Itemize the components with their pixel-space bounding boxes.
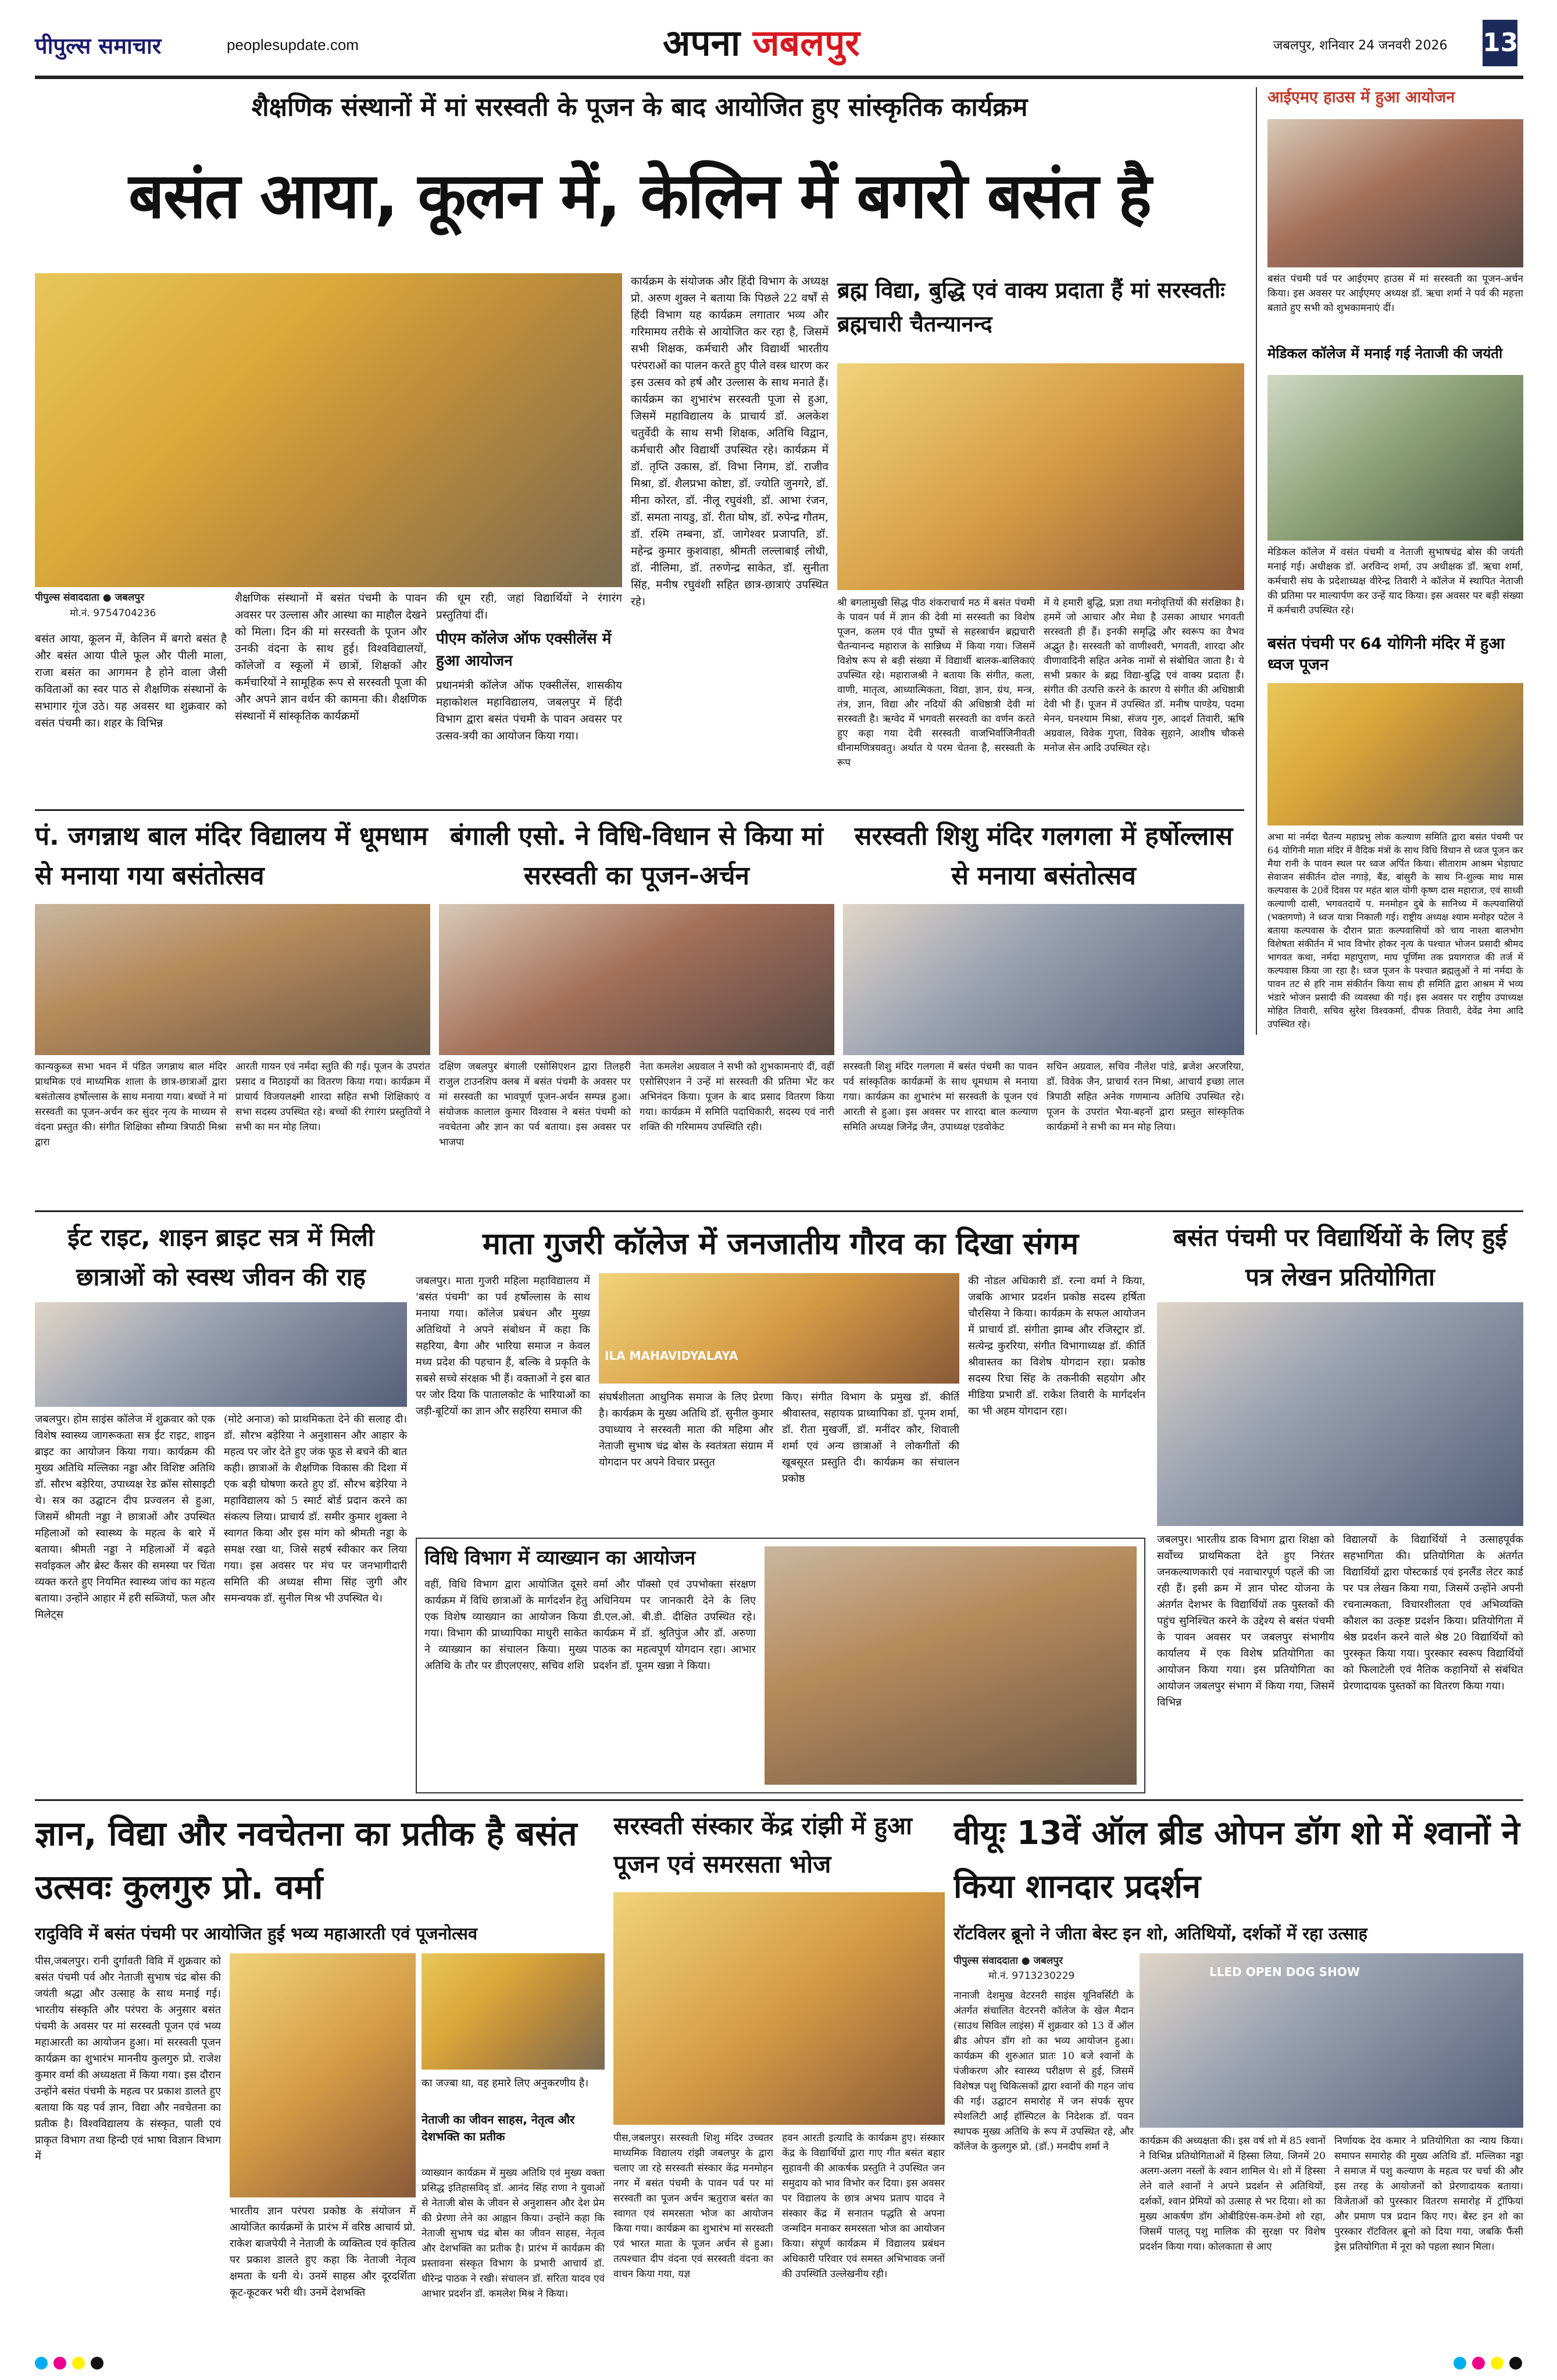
row3-headline-1: ईट राइट, शाइन ब्राइट सत्र में मिली छात्राओं को स्वस्थ जीवन की राह [67,1223,374,1291]
row4-headline-3: वीयूः 13वें ऑल ब्रीड ओपन डॉग शो में श्वानों ने किया शानदार प्रदर्शन [954,1814,1520,1906]
row3-text-4a: वहीं, विधि विभाग द्वारा आयोजित दूसरे कार्यक्रम में विधि छात्राओं के मार्गदर्शन हेतु एक विशेष व्याख्यान का आयोजन किया गया। विभाग की प्राध्यापिका माधुरी साकेत ने व्याख्यान का संचालन किया। मुख्य अतिथि के तौर पर डीएलएसए, सचिव शशि [424,1578,587,1672]
row2-text-2a: दक्षिण जबलपुर बंगाली एसोसिएशन द्वारा तिलहरी राजुल टाउनशिप क्लब में बसंत पंचमी के अवसर पर मां सरस्वती का भावपूर्ण पूजन-अर्चन सम्पन्न हुआ। संयोजक कालाल कुमार विश्वास ने बसंत पंचमी को नवचेतना और ज्ञान का पर्व बताया। इस अवसर पर भाजपा [439,1061,631,1148]
row4-photo-2 [613,1892,945,2125]
row4-rule [35,1799,1523,1801]
lead-photo [35,273,622,587]
row3-photo-4 [765,1546,1137,1785]
row4-photo-3 [1140,1953,1523,2128]
side-photo-yogini [1267,683,1523,826]
row4-text-1c: का जज्बा था, वह हमारे लिए अनुकरणीय है। [422,2077,589,2089]
brahma-col1: श्री बगलामुखी सिद्ध पीठ शंकराचार्य मठ में बसंत पंचमी के पावन पर्व में ज्ञान की देवी मां सरस्वती का विशेष पूजन, कलम एवं पीत पुष्पों से सहस्त्रार्चन ब्रह्मचारी चैतन्यानन्द महाराज के सान्निध्य में किया गया। जिसमें विशेष रूप से बड़ी संख्या में विद्यार्थी बालक-बालिकाएं उपस्थित रहे। महाराजश्री ने बताया कि संगीत, कला, वाणी, मातृत्व, आध्यात्मिकता, विद्या, ज्ञान, ग्रंथ, मन्त्र, तंत्र, ज्ञान, विद्या और नदियों की अधिष्ठात्री देवी मां सरस्वती है। ऋग्वेद में भगवती सरस्वती का वर्णन करते हुए कहा गया देवी सरस्वती वाजभिर्वाजिनीवती धीनामणित्रयवतु। अर्थात ये परम चेतना है, सरस्वती के रूप [837,597,1035,769]
swatch-cyan [35,2357,48,2370]
lead-col3a: की धूम रही, जहां विद्यार्थियों ने रंगारंग प्रस्तुतियां दीं। [436,592,622,621]
row4-photo-1b [422,1953,605,2070]
swatch-black [91,2357,103,2370]
section-title [663,17,860,66]
row2-text-1b: आरती गायन एवं नर्मदा स्तुति की गई। पूजन के उपरांत प्रसाद व मिठाइयों का वितरण किया गया। कार्यक्रम में प्राचार्य विजयलक्ष्मी शारदा सहित सभी शिक्षिकाएं व सभा सदस्य उपस्थित रहे। बच्चों की रंगारंग प्रस्तुतियों ने सभी का मन मोह लिया। [235,1061,430,1133]
swatch-cyan-right [1454,2357,1466,2370]
lead-col2: शैक्षणिक संस्थानों में बसंत पंचमी के पावन अवसर पर उल्लास और आस्था का माहौल देखने को मिला। दिन की मां सरस्वती के पूजन और उनकी वंदना के साथ हुई। विश्वविद्यालयों, कॉलेजों व स्कूलों में छात्रों, शिक्षकों और कर्मचारियों ने सामूहिक रूप से सरस्वती पूजा की और अपने ज्ञान वर्धन की कामना की। शैक्षणिक संस्थानों में सांस्कृतिक कार्यक्रमों [235,592,427,723]
lead-mobile: मो.नं. 9754704236 [70,607,156,619]
side-photo-medical [1267,375,1523,541]
row2-headline-2: बंगाली एसो. ने विधि-विधान से किया मां सरस्वती का पूजन-अर्चन [450,821,823,891]
brand-logo [35,30,161,60]
page-number: 13 [1483,20,1517,66]
row3-text-1b: (मोटे अनाज) को प्राथमिकता देने की सलाह दी। डॉ. सौरभ बड़ेरिया ने अनुशासन और आहार के महत्व पर जोर देते हुए जंक फूड से बचने की बात कही। छात्राओं के शैक्षणिक विकास की दिशा में एक बड़ी घोषणा करते हुए डॉ. सौरभ बड़ेरिया ने महाविद्यालय को 5 स्मार्ट बोर्ड प्रदान करने का संकल्प लिया। प्राचार्य डॉ. समीर कुमार शुक्ला ने स्वागत किया और इस मांग को श्रीमती नड्डा के समक्ष रखा था, जिसे सहर्ष स्वीकार कर लिया गया। इस अवसर पर मंच पर जनभागीदारी समिति की अध्यक्ष सीमा सिंह जुगी और समन्वयक डॉ. सुनील मिश्र भी उपस्थित थे। [224,1413,407,1604]
row3-rule [35,1210,1523,1212]
lead-kicker: शैक्षणिक संस्थानों में मां सरस्वती के पूजन के बाद आयोजित हुए सांस्कृतिक कार्यक्रम [251,92,1028,122]
row4-subhead-1: रादुविवि में बसंत पंचमी पर आयोजित हुई भव्य महाआरती एवं पूजनोत्सव [35,1924,477,1943]
row2-text-3a: सरस्वती शिशु मंदिर गलगला में बसंत पंचमी का पावन पर्व सांस्कृतिक कार्यक्रमों के साथ धूमधाम से मनाया गया। कार्यक्रम का शुभारंभ मां सरस्वती के पूजन एवं आरती से हुआ। इस अवसर पर शारदा बाल कल्याण समिति अध्यक्ष जिनेंद्र जैन, उपाध्यक्ष एडवोकेट [843,1061,1038,1133]
row4-text-1c-head: नेताजी का जीवन साहस, नेतृत्व और देशभक्ति का प्रतीक [422,2113,575,2143]
row4-headline-1: ज्ञान, विद्या और नवचेतना का प्रतीक है बसंत उत्सवः कुलगुरु प्रो. वर्मा [35,1814,577,1907]
lead-col4: कार्यक्रम के संयोजक और हिंदी विभाग के अध्यक्ष प्रो. अरुण शुक्ल ने बताया कि पिछले 22 वर्षों से हिंदी विभाग यह कार्यक्रम लगातार भव्य और गरिमामय तरीके से आयोजित कर रहा है, जिसमें सभी शिक्षक, कर्मचारी और विद्यार्थी भारतीय परंपराओं का पालन करते हुए पीले वस्त्र धारण कर इस उत्सव को हर्ष और उल्लास के साथ मनाते हैं। कार्यक्रम का शुभारंभ सरस्वती पूजा से हुआ, जिसमें महाविद्यालय के प्राचार्य डॉ. अलकेश चतुर्वेदी के साथ सभी शिक्षक, अतिथि विद्वान, कर्मचारी और विद्यार्थी उपस्थित रहे। कार्यक्रम में डॉ. तृप्ति उकास, डॉ. विभा निगम, डॉ. राजीव मिश्रा, डॉ. शैलप्रभा कोष्टा, डॉ. ज्योति जुनगरे, डॉ. मीना कोरत, डॉ. नीलू रघुवंशी, डॉ. आभा रंजन, डॉ. समता नायडु, डॉ. रीता घोष, डॉ. रुपेन्द्र गौतम, डॉ. रश्मि तम्बना, डॉ. जागेश्वर प्रजापति, डॉ. महेन्द्र कुमार कुशवाहा, श्रीमती लल्लाबाई लोधी, डॉ. नीलिमा, डॉ. तरुणेन्द्र साकेत, डॉ. सुनीता सिंह, मनीष रघुवंशी सहित छात्र-छात्राएं उपस्थित रहे। [631,275,829,608]
side-head-yogini: बसंत पंचमी पर 64 योगिनी मंदिर में हुआ ध्वज पूजन [1267,635,1505,674]
lead-headline: बसंत आया, कूलन में, केलिन में बगरो बसंत है [128,160,1151,233]
row2-headline-1: पं. जगन्नाथ बाल मंदिर विद्यालय में धूमधाम से मनाया गया बसंतोत्सव [35,821,428,891]
side-photo-ima [1267,119,1523,267]
row4-text-1a: पीस,जबलपुर। रानी दुर्गावती विवि में शुक्रवार को बसंत पंचमी पर्व और नेताजी सुभाष चंद्र बोस की जयंती श्रद्धा और उत्साह के साथ मनाई गई। भारतीय संस्कृति और परंपरा के अनुसार बसंत पंचमी के अवसर पर मां सरस्वती पूजन एवं भव्य महाआरती का आयोजन हुआ। मां सरस्वती पूजन कार्यक्रम का शुभारंभ माननीय कुलगुरु प्रो. राजेश कुमार वर्मा की अध्यक्षता में किया गया। इस दौरान उन्होंने बसंत पंचमी के महत्व पर प्रकाश डालते हुए बताया कि यह पर्व ज्ञान, विद्या और नवचेतना का प्रतीक है। विश्वविद्यालय के संस्कृत, पाली एवं प्राकृत विभाग तथा हिन्दी एवं भाषा विज्ञान विभाग में [35,1955,221,2163]
row3-headline-2: माता गुजरी कॉलेज में जनजातीय गौरव का दिखा संगम [482,1227,1079,1262]
lead-col3b: प्रधानमंत्री कॉलेज ऑफ एक्सीलेंस, शासकीय महाकोशल महाविद्यालय, जबलपुर में हिंदी विभाग द्वारा बसंत पंचमी के पावन अवसर पर उत्सव-त्रयी का आयोजन किया गया। [436,679,622,742]
row4-photo-1 [230,1953,416,2197]
row3-text-3a: जबलपुर। भारतीय डाक विभाग द्वारा शिक्षा को सर्वोच्च प्राथमिकता देते हुए निरंतर जनकल्याणकारी एवं नवाचारपूर्ण पहलें की जा रही हैं। इसी क्रम में ज्ञान पोस्ट योजना के अंतर्गत देशभर के विद्यार्थियों तक पुस्तकों की पहुंच सुनिश्चित करने के उद्देश्य से बसंत पंचमी के पावन अवसर पर जबलपुर संभागीय कार्यालय में एक विशेष प्रतियोगिता का आयोजन किया गया। इस प्रतियोगिता का आयोजन जबलपुर संभाग में किया गया, जिसमें विभिन्न [1157,1534,1334,1709]
row3-headline-4: विधि विभाग में व्याख्यान का आयोजन [424,1546,696,1570]
side-text-medical: मेडिकल कॉलेज में वसंत पंचमी व नेताजी सुभाषचंद्र बोस की जयंती मनाई गई। अधीक्षक डॉ. अरविन्द शर्मा, उप अधीक्षक डॉ. ऋचा शर्मा, कर्मचारी संघ के प्रदेशाध्यक्ष वीरेन्द्र तिवारी ने कॉलेज में स्थापित नेताजी की प्रतिमा पर माल्यार्पण कर उन्हें याद किया। इस अवसर पर बड़ी संख्या में कर्मचारी उपस्थित रहे। [1267,546,1523,616]
row4-text-1b: भारतीय ज्ञान परंपरा प्रकोष्ठ के संयोजन में आयोजित कार्यक्रमों के प्रारंभ में वरिष्ठ आचार्य प्रो. राकेश बाजपेयी ने नेताजी के व्यक्तित्व एवं कृतित्व पर प्रकाश डालते हुए कहा कि नेताजी नेतृत्व क्षमता के धनी थे। उनमें साहस और दूरदर्शिता कूट-कूटकर भरी थी। उनमें देशभक्ति [230,2205,416,2299]
row3-text-2d: की नोडल अधिकारी डॉ. रत्ना वर्मा ने किया, जबकि आभार प्रदर्शन प्रकोष्ठ सदस्य हर्षिता चौरसिया ने किया। कार्यक्रम के सफल आयोजन में प्राचार्य डॉ. संगीता झाम्ब और रजिस्ट्रार डॉ. सत्येन्द्र कुररिया, संगीत विभागाध्यक्ष डॉ. कीर्ति श्रीवास्तव का विशेष योगदान रहा। प्रकोष्ठ सदस्य रिचा सिंह के तकनीकी सहयोग और मीडिया प्रभारी डॉ. राकेश तिवारी के मार्गदर्शन का भी अहम योगदान रहा। [968,1275,1145,1417]
brahma-headline: ब्रह्म विद्या, बुद्धि एवं वाक्य प्रदाता हैं मां सरस्वतीः ब्रह्मचारी चैतन्यानन्द [837,277,1225,337]
swatch-yellow-right [1491,2357,1504,2370]
swatch-yellow [72,2357,85,2370]
row3-text-3b: विद्यालयों के विद्यार्थियों ने उत्साहपूर्वक सहभागिता की। प्रतियोगिता के अंतर्गत विद्यार्थियों द्वारा पोस्टकार्ड एवं इनलैंड लेटर कार्ड पर पत्र लेखन किया गया, जिसमें उन्होंने अपनी रचनात्मकता, विचारशीलता एवं अभिव्यक्ति कौशल का उत्कृष्ट प्रदर्शन किया। प्रतियोगिता में श्रेष्ठ प्रदर्शन करने वाले श्रेष्ठ 20 विद्यार्थियों को पुरस्कृत किया गया। पुरस्कार स्वरूप विद्यार्थियों को फिलाटेली एवं नैतिक कहानियों से संबंधित प्रेरणादायक पुस्तकों का वितरण किया गया। [1343,1534,1523,1692]
brahma-col2: में ये हमारी बुद्धि, प्रज्ञा तथा मनोवृत्तियों की संरक्षिका है। हममें जो आचार और मेधा है उसका आधार भगवती सरस्वती ही हैं। इनकी समृद्धि और स्वरूप का वैभव अद्भुत है। सरस्वती को वाणीश्वरी, भगवती, शारदा और वीणावादिनी सहित अनेक नामों से संबोधित जाता है। ये सभी प्रकार के ब्रह्म विद्या-बुद्धि एवं वाक्य प्रदाता हैं। संगीत की उत्पत्ति करने के कारण ये संगीत की अधिष्ठात्री देवी भी हैं। पूजन में उपस्थित डॉ. मनीष पाण्डेय, पदमा मेनन, घनश्याम मिश्रा, संजय गुरु, आदर्श तिवारी, ऋषि अग्रवाल, विवेक गुप्ता, विवेक सुहाने, आशीष चौकसे मनोज सेन आदि उपस्थित रहे। [1044,597,1244,754]
lead-col1: बसंत आया, कूलन में, केलिन में बगरो बसंत है और बसंत आया पीले फूल और पीली माला, राजा बसंत का आगमन है होने वाला जैसी कविताओं का स्वर पाठ से शैक्षणिक संस्थानों के सभागार गूंज उठे। यह अवसर था शुक्रवार को वसंत पंचमी का। शहर के विभिन्न [35,632,227,730]
row2-photo-2 [439,904,834,1055]
row2-photo-3 [843,904,1244,1055]
side-column-divider [1256,87,1257,1035]
swatch-magenta [53,2357,66,2370]
date-line: जबलपुर, शनिवार 24 जनवरी 2026 [1273,38,1448,53]
row4-subhead-3: रॉटविलर ब्रूनो ने जीता बेस्ट इन शो, अतिथियों, दर्शकों में रहा उत्साह [954,1924,1367,1943]
brand-name: पीपुल्स समाचार [35,33,162,59]
brahma-photo [837,363,1244,590]
row4-text-3a: नानाजी देशमुख वेटरनरी साइंस यूनिवर्सिटी के अंतर्गत संचालित वेटरनरी कॉलेज के खेल मैदान (साउथ सिविल लाइंस) में शुक्रवार को 13 वें ऑल ब्रीड ओपन डॉग शो का भव्य आयोजन हुआ। कार्यक्रम की शुरुआत प्रातः 10 बजे श्वानों के पंजीकरण और स्वास्थ्य परीक्षण से हुई, जिसमें विशेषज्ञ पशु चिकित्सकों द्वारा श्वानों की गहन जांच की गई। उद्घाटन समारोह में जन संपर्क सुपर स्पेशलिटी आईं हॉस्पिटल के निदेशक डॉ. पवन स्थापक मुख्य अतिथि के रूप में उपस्थित रहे, और कॉलेज के कुलगुरु प्रो. (डॉ.) मनदीप शर्मा ने [954,1990,1134,2153]
row3-photo-2 [599,1273,959,1384]
side-text-ima: बसंत पंचमी पर्व पर आईएमए हाउस में मां सरस्वती का पूजन-अर्चन किया। इस अवसर पर आईएमए अध्यक्ष डॉ. ऋचा शर्मा ने पर्व की महत्ता बताते हुए सभी को शुभकामनाएं दीं। [1267,273,1523,314]
row3-text-4b: वर्मा और पॉक्सो एवं उपभोक्ता संरक्षण अधिनियम पर जानकारी देने के लिए डी.एल.ओ. बी.डी. दीक्षित उपस्थित रहे। कार्यक्रम में डॉ. श्रुतिपुंज और डॉ. अरुणा पाठक का महत्वपूर्ण योगदान रहा। आभार प्रदर्शन डॉ. पूनम खन्ना ने किया। [593,1578,756,1672]
row3-text-1a: जबलपुर। होम साइंस कॉलेज में शुक्रवार को एक विशेष स्वास्थ्य जागरूकता सत्र ईट राइट, शाइन ब्राइट का आयोजन किया गया। कार्यक्रम की मुख्य अतिथि मल्लिका नड्डा और विशिष्ट अतिथि डॉ. सौरभ बड़ेरिया, उपाध्यक्ष रेड क्रॉस सोसाइटी थे। सत्र का उद्घाटन दीप प्रज्वलन से हुआ, जिसमें श्रीमती नड्डा ने छात्राओं और उपस्थित महिलाओं को स्वास्थ्य के महत्व के बारे में बताया। श्रीमती नड्डा ने महिलाओं में बढ़ते सर्वाइकल और ब्रेस्ट कैंसर की समस्या पर चिंता व्यक्त करते हुए नियमित स्वास्थ्य जांच का महत्व बताया। उन्होंने आहार में हरी सब्जियों, फल और मिलेट्स [35,1413,215,1621]
row3-photo-3 [1157,1302,1523,1526]
row4-photo-3-banner: LLED OPEN DOG SHOW [1209,1965,1360,1979]
side-head-medical: मेडिकल कॉलेज में मनाई गई नेताजी की जयंती [1267,345,1503,362]
lead-col3-head: पीएम कॉलेज ऑफ एक्सीलेंस में हुआ आयोजन [436,630,612,670]
row4-byline: पीपुल्स संवाददाता ● जबलपुर [954,1955,1063,1967]
registration-swatches [35,2354,1523,2372]
row4-text-1d: व्याख्यान कार्यक्रम में मुख्य अतिथि एवं मुख्य वक्ता प्रसिद्ध इतिहासविद् डॉ. आनंद सिंह राणा ने युवाओं से नेताजी बोस के जीवन से अनुशासन और देश प्रेम की प्रेरणा लेने का आह्वान किया। उन्होंने कहा कि नेताजी सुभाष चंद्र बोस का जीवन साहस, नेतृत्व और देशभक्ति का प्रतीक है। प्रारंभ में कार्यक्रम की प्रस्तावना संस्कृत विभाग के प्रभारी आचार्य डॉ. धीरेन्द्र पाठक ने रखी। संचालन डॉ. सरिता यादव एवं आभार प्रदर्शन डॉ. कमलेश मिश्र ने किया। [422,2167,605,2300]
row2-rule [35,809,1244,811]
swatch-black-right [1509,2357,1522,2370]
row2-text-3b: सचिन अग्रवाल, सचिव नीलेश पांडे, ब्रजेश अरजरिया, डॉ. विवेक जैन, प्राचार्य रतन मिश्रा, आचार्य इच्छा लाल त्रिपाठी सहित अनेक गणमान्य अतिथि उपस्थित रहे। पूजन के उपरांत भैया-बहनों द्वारा प्रस्तुत सांस्कृतिक कार्यक्रमों ने सभी का मन मोह लिया। [1047,1061,1244,1133]
row3-photo-1 [35,1302,407,1407]
row3-photo-2-banner: ILA MAHAVIDYALAYA [605,1349,738,1363]
row3-headline-3: बसंत पंचमी पर विद्यार्थियों के लिए हुई पत्र लेखन प्रतियोगिता [1173,1223,1507,1291]
row4-text-3b: कार्यक्रम की अध्यक्षता की। इस वर्ष शो में 85 श्वानों ने विभिन्न प्रतियोगिताओं में हिस्सा लिया, जिनमें 20 अलग-अलग नस्लों के श्वान शामिल थे। शो में हिस्सा लेने वाले श्वानों ने अपने प्रदर्शन से अतिथियों, दर्शकों, श्वान प्रेमियों को उत्साह से भर दिया। शो का मुख्य आकर्षण डॉग ओबीडिएंस-कम-डेमो शो रहा, जिसमें पालतू पशु मालिक की सुरक्षा पर विशेष प्रदर्शन किया गया। कोलकाता से आए [1140,2135,1326,2253]
row4-mobile: मो.नं. 9713230229 [988,1970,1075,1982]
row4-text-2a: पीस,जबलपुर। सरस्वती शिशु मंदिर उच्चतर माध्यमिक विद्यालय रांझी जबलपुर के द्वारा चलाए जा रहे सरस्वती संस्कार केंद्र मनमोहन नगर में बसंत पंचमी के पावन पर्व पर मां सरस्वती का पूजन अर्चन ऋतुराज बसंत का स्वागत एवं समरसता भोज का आयोजन किया गया। कार्यक्रम का शुभारंभ मां सरस्वती एवं भारत माता के पूजन अर्चन से हुआ। तत्पश्चात दीप वंदना एवं सरस्वती वंदना का वाचन किया गया, यज्ञ [613,2132,773,2280]
side-text-yogini: अभा मां नर्मदा चैतन्य महाप्रभु लोक कल्याण समिति द्वारा बसंत पंचमी पर 64 योगिनी माता मंदिर में वैदिक मंत्रों के साथ विधि विधान से ध्वज पूजन कर मैया रानी के पावन स्थल पर ध्वज अर्पित किया। सीताराम आश्रम भेड़ाघाट सेवाजन संकीर्तन दोल नगाड़े, बैंड, बांसुरी के साथ नि-शुल्क माध मास कल्पवास के 20वें दिवस पर महंत बाल योगी कृष्ण दास महाराज, एवं साध्वी कल्याणी दासी, भगवतदायें प. मनमोहन दुबे के सानिध्य में कल्पवासियों (भक्तगणो) ने ध्वज यात्रा निकाली गई। राष्ट्रीय अध्यक्ष श्याम मनोहर पटेल ने बताया कल्पवास के दौरान प्रातः कल्पवासियों को चाय नाश्ता बालभोग विशेषता संकीर्तन में भाव विभोर होकर नृत्य के पश्चात भोजन प्रसादी श्रीमद भागवत कथा, नर्मदा महापुराण, माघ पूर्णिमा तक प्रयागराज की तर्ज में कल्पवास किया जा रहा है। ध्वज पूजन के पश्चात ब्रह्मलुओं ने मां नर्मदा के पावन तट से हरि नाम संकीर्तन किया साथ ही समिति द्वारा आश्रम में भव्य भंडारे भोजन प्रसादी की व्यवस्था की गई। इस अवसर पर राष्ट्रीय उपाध्यक्ष मोहित तिवारी, सचिव सुरेश विश्वकर्मा, दीपक तिवारी, देवेंद्र नेमा आदि उपस्थित रहे। [1267,831,1523,1030]
row4-text-2b: हवन आरती इत्यादि के कार्यक्रम हुए। संस्कार केंद्र के विद्यार्थियों द्वारा गाए गीत बसंत बहार सुहावनी की आकर्षक प्रस्तुति ने उपस्थित जन समुदाय को भाव विभोर कर दिया। इस अवसर पर विद्यालय के छात्र अभय प्रताप यादव ने संस्कार केंद्र में सनातन पद्धति से अपना जन्मदिन मनाकर समरसता भोज का आयोजन किया। संपूर्ण कार्यक्रम में विद्यालय प्रबंधन अधिकारी परिवार एवं समस्त अभिभावक जनों की उपस्थिति उल्लेखनीय रही। [782,2132,945,2280]
section-city: जबलपुर [752,22,860,64]
masthead-rule [35,76,1523,79]
lead-byline: पीपुल्स संवाददाता ● जबलपुर [35,592,145,603]
row3-text-2c: किए। संगीत विभाग के प्रमुख डॉ. कीर्ति श्रीवास्तव, सहायक प्राध्यापिका डॉ. पूनम शर्मा, डॉ. रीता मुखर्जी, डॉ. मनींदर कौर, शिवाली शर्मा एवं अन्य छात्राओं ने लोकगीतों की खूबसूरत प्रस्तुति दी। कार्यक्रम का संचालन प्रकोष्ठ [782,1391,959,1485]
row2-photo-1 [35,904,430,1055]
section-prefix: अपना [663,22,741,64]
row4-headline-2: सरस्वती संस्कार केंद्र रांझी में हुआ पूजन एवं समरसता भोज [613,1811,912,1878]
row2-headline-3: सरस्वती शिशु मंदिर गलगला में हर्षोल्लास से मनाया बसंतोत्सव [854,821,1233,891]
website: peoplesupdate.com [227,36,359,53]
row4-text-3c: निर्णायक देव कमार ने प्रतियोगिता का न्याय किया। समापन समारोह की मुख्य अतिथि डॉ. मल्लिका नड्डा ने समाज में पशु कल्याण के महत्व पर चर्चा की और इस तरह के आयोजनों को प्रेरणादायक बताया। विजेताओं को पुरस्कार वितरण समारोह में ट्रॉफियां और प्रमाण पत्र प्रदान किए गए। बेस्ट इन शो का पुरस्कार रॉटविलर ब्रूनो को दिया गया, जबकि फैंसी ड्रेस प्रतियोगिता में नूरा को पहला स्थान मिला। [1334,2135,1523,2253]
row3-text-2b: संघर्षशीलता आधुनिक समाज के लिए प्रेरणा है। कार्यक्रम के मुख्य अतिथि डॉ. सुनील कुमार उपाध्याय ने सरस्वती माता की महिमा और नेताजी सुभाष चंद्र बोस के स्वतंत्रता संग्राम में योगदान पर अपने विचार प्रस्तुत [599,1391,773,1468]
row2-text-1a: कान्यकुब्ज सभा भवन में पंडित जगन्नाथ बाल मंदिर प्राथमिक एवं माध्यमिक शाला के छात्र-छात्राओं द्वारा बसंतोत्सव हर्षोल्लास के साथ मनाया गया। बच्चों ने मां सरस्वती का पूजन-अर्चन कर सुंदर नृत्य के माध्यम से वंदना प्रस्तुत की। संगीत शिक्षिका सौम्या त्रिपाठी मिश्रा द्वारा [35,1061,227,1148]
side-head-ima: आईएमए हाउस में हुआ आयोजन [1267,88,1455,106]
swatch-magenta-right [1472,2357,1485,2370]
row3-text-2a: जबलपुर। माता गुजरी महिला महाविद्यालय में 'बसंत पंचमी' का पर्व हर्षोल्लास के साथ मनाया गया। कॉलेज प्रबंधन और मुख्य अतिथियों ने अपने संबोधन में कहा कि सहरिया, बैगा और भारिया समाज न केवल मध्य प्रदेश की पहचान हैं, बल्कि वे प्रकृति के सबसे सच्चे संरक्षक भी हैं। वक्ताओं ने इस बात पर जोर दिया कि पातालकोट के भारियाओं का जड़ी-बूटियों का ज्ञान और सहरिया समाज की [416,1275,590,1417]
masthead [35,13,1523,77]
row2-text-2b: नेता कमलेश अग्रवाल ने सभी को शुभकामनाएं दीं, वहीं एसोसिएशन ने उन्हें मां सरस्वती की प्रतिमा भेंट कर अभिनंदन किया। पूजन के बाद प्रसाद वितरण किया गया। कार्यक्रम में समिति पदाधिकारी, सदस्य एवं नारी शक्ति की गरिमामय उपस्थिति रही। [640,1061,834,1133]
